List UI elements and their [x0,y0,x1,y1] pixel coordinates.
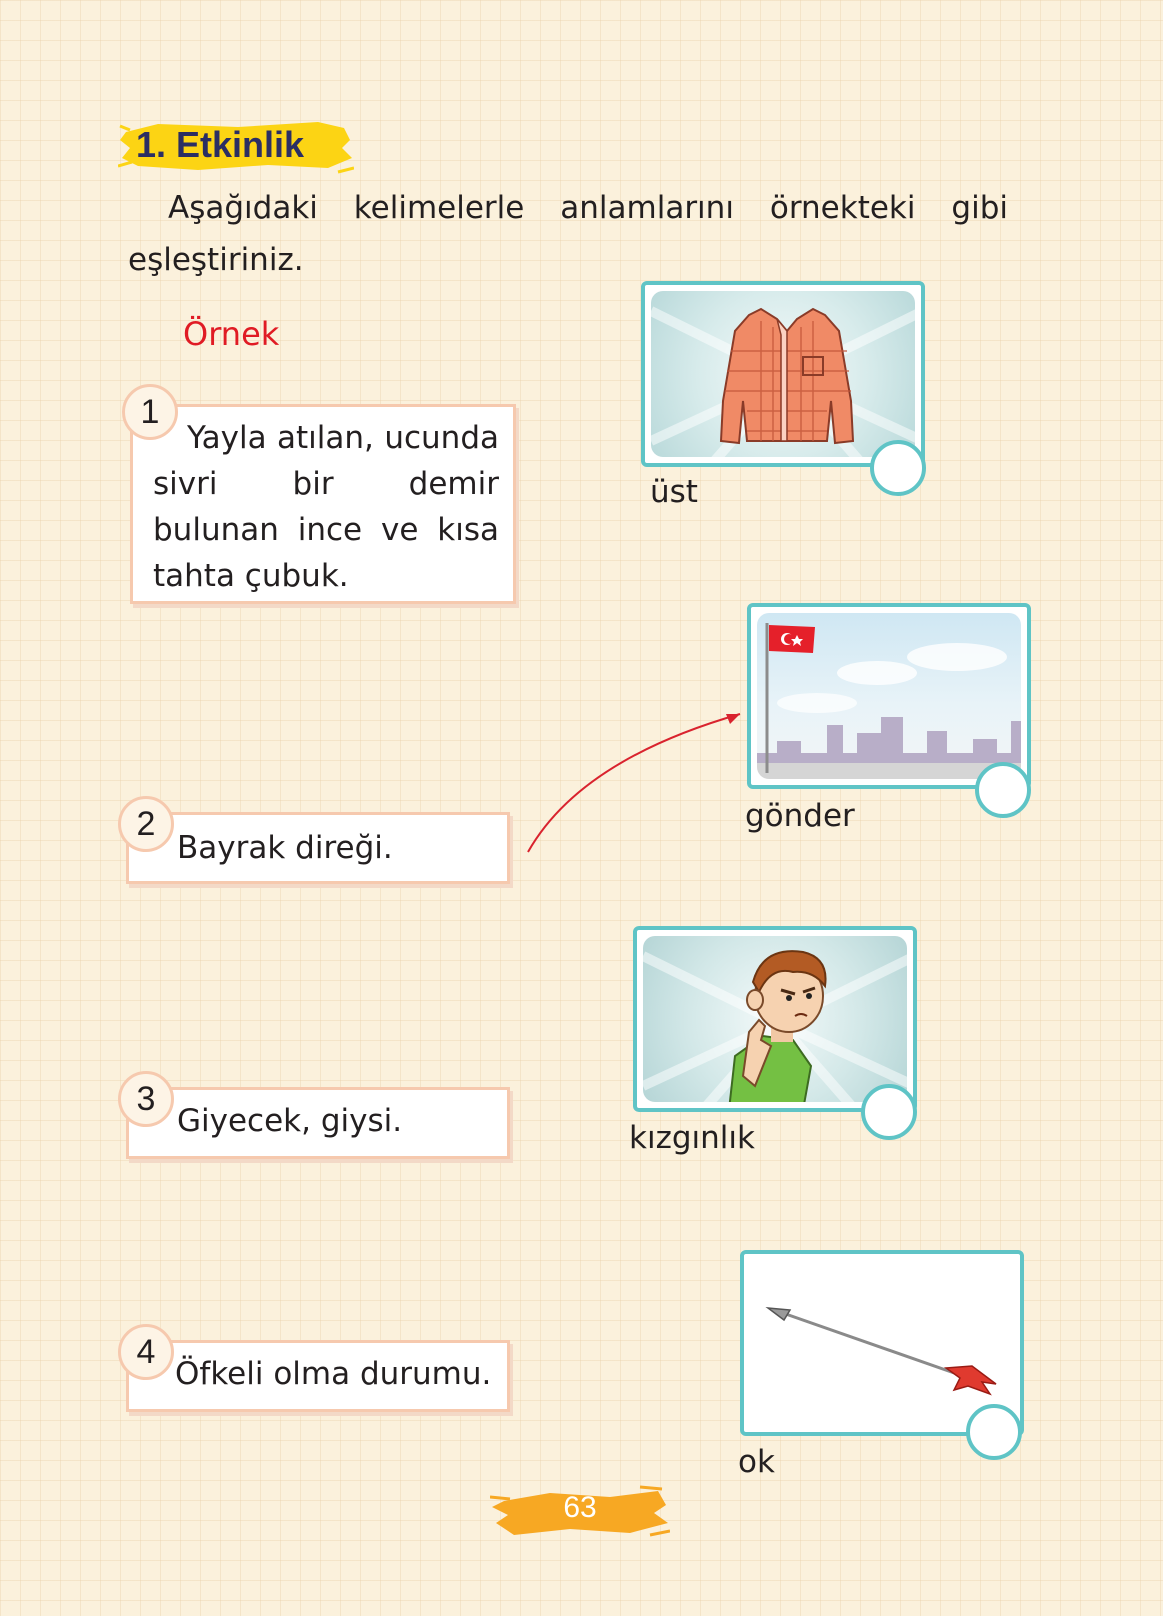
answer-circle-shirt[interactable] [870,440,926,496]
arrow-icon [750,1260,1014,1426]
definition-text-3: Giyecek, giysi. [177,1103,403,1139]
match-line-example [500,700,750,860]
picture-card-angry-boy[interactable] [633,926,917,1112]
page-number-badge [490,1483,670,1543]
answer-circle-flagpole[interactable] [975,762,1031,818]
definition-text-2: Bayrak direği. [177,830,393,866]
word-label-gonder: gönder [745,798,855,834]
heading-title: 1. Etkinlik [136,124,305,165]
word-label-ust: üst [650,474,698,510]
definition-text-4: Öfkeli olma durumu. [175,1356,492,1392]
answer-circle-arrow[interactable] [966,1404,1022,1460]
definition-card-2 [126,812,510,884]
picture-card-shirt[interactable] [641,281,925,467]
flagpole-icon [757,613,1021,779]
angry-boy-icon [643,936,907,1102]
definition-card-1 [130,404,516,604]
picture-card-flagpole[interactable] [747,603,1031,789]
instruction-text: Aşağıdaki kelimelerle anlamlarını örnekteki gibi eşleştiriniz. [128,190,1008,278]
example-label: Örnek [183,315,280,353]
definition-number-4: 4 [118,1324,174,1380]
answer-circle-angry-boy[interactable] [861,1084,917,1140]
definition-number-1: 1 [122,384,178,440]
definition-card-4 [126,1340,510,1412]
page-number: 63 [563,1491,597,1524]
definition-number-2: 2 [118,796,174,852]
word-label-ok: ok [738,1444,775,1480]
definition-text-1: Yayla atılan, ucunda sivri bir demir bulunan ince ve kısa tahta çubuk. [153,420,499,594]
activity-heading [118,118,354,176]
word-label-kizginlik: kızgınlık [629,1120,755,1156]
definition-number-3: 3 [118,1071,174,1127]
definition-card-3 [126,1087,510,1159]
shirt-icon [651,291,915,457]
